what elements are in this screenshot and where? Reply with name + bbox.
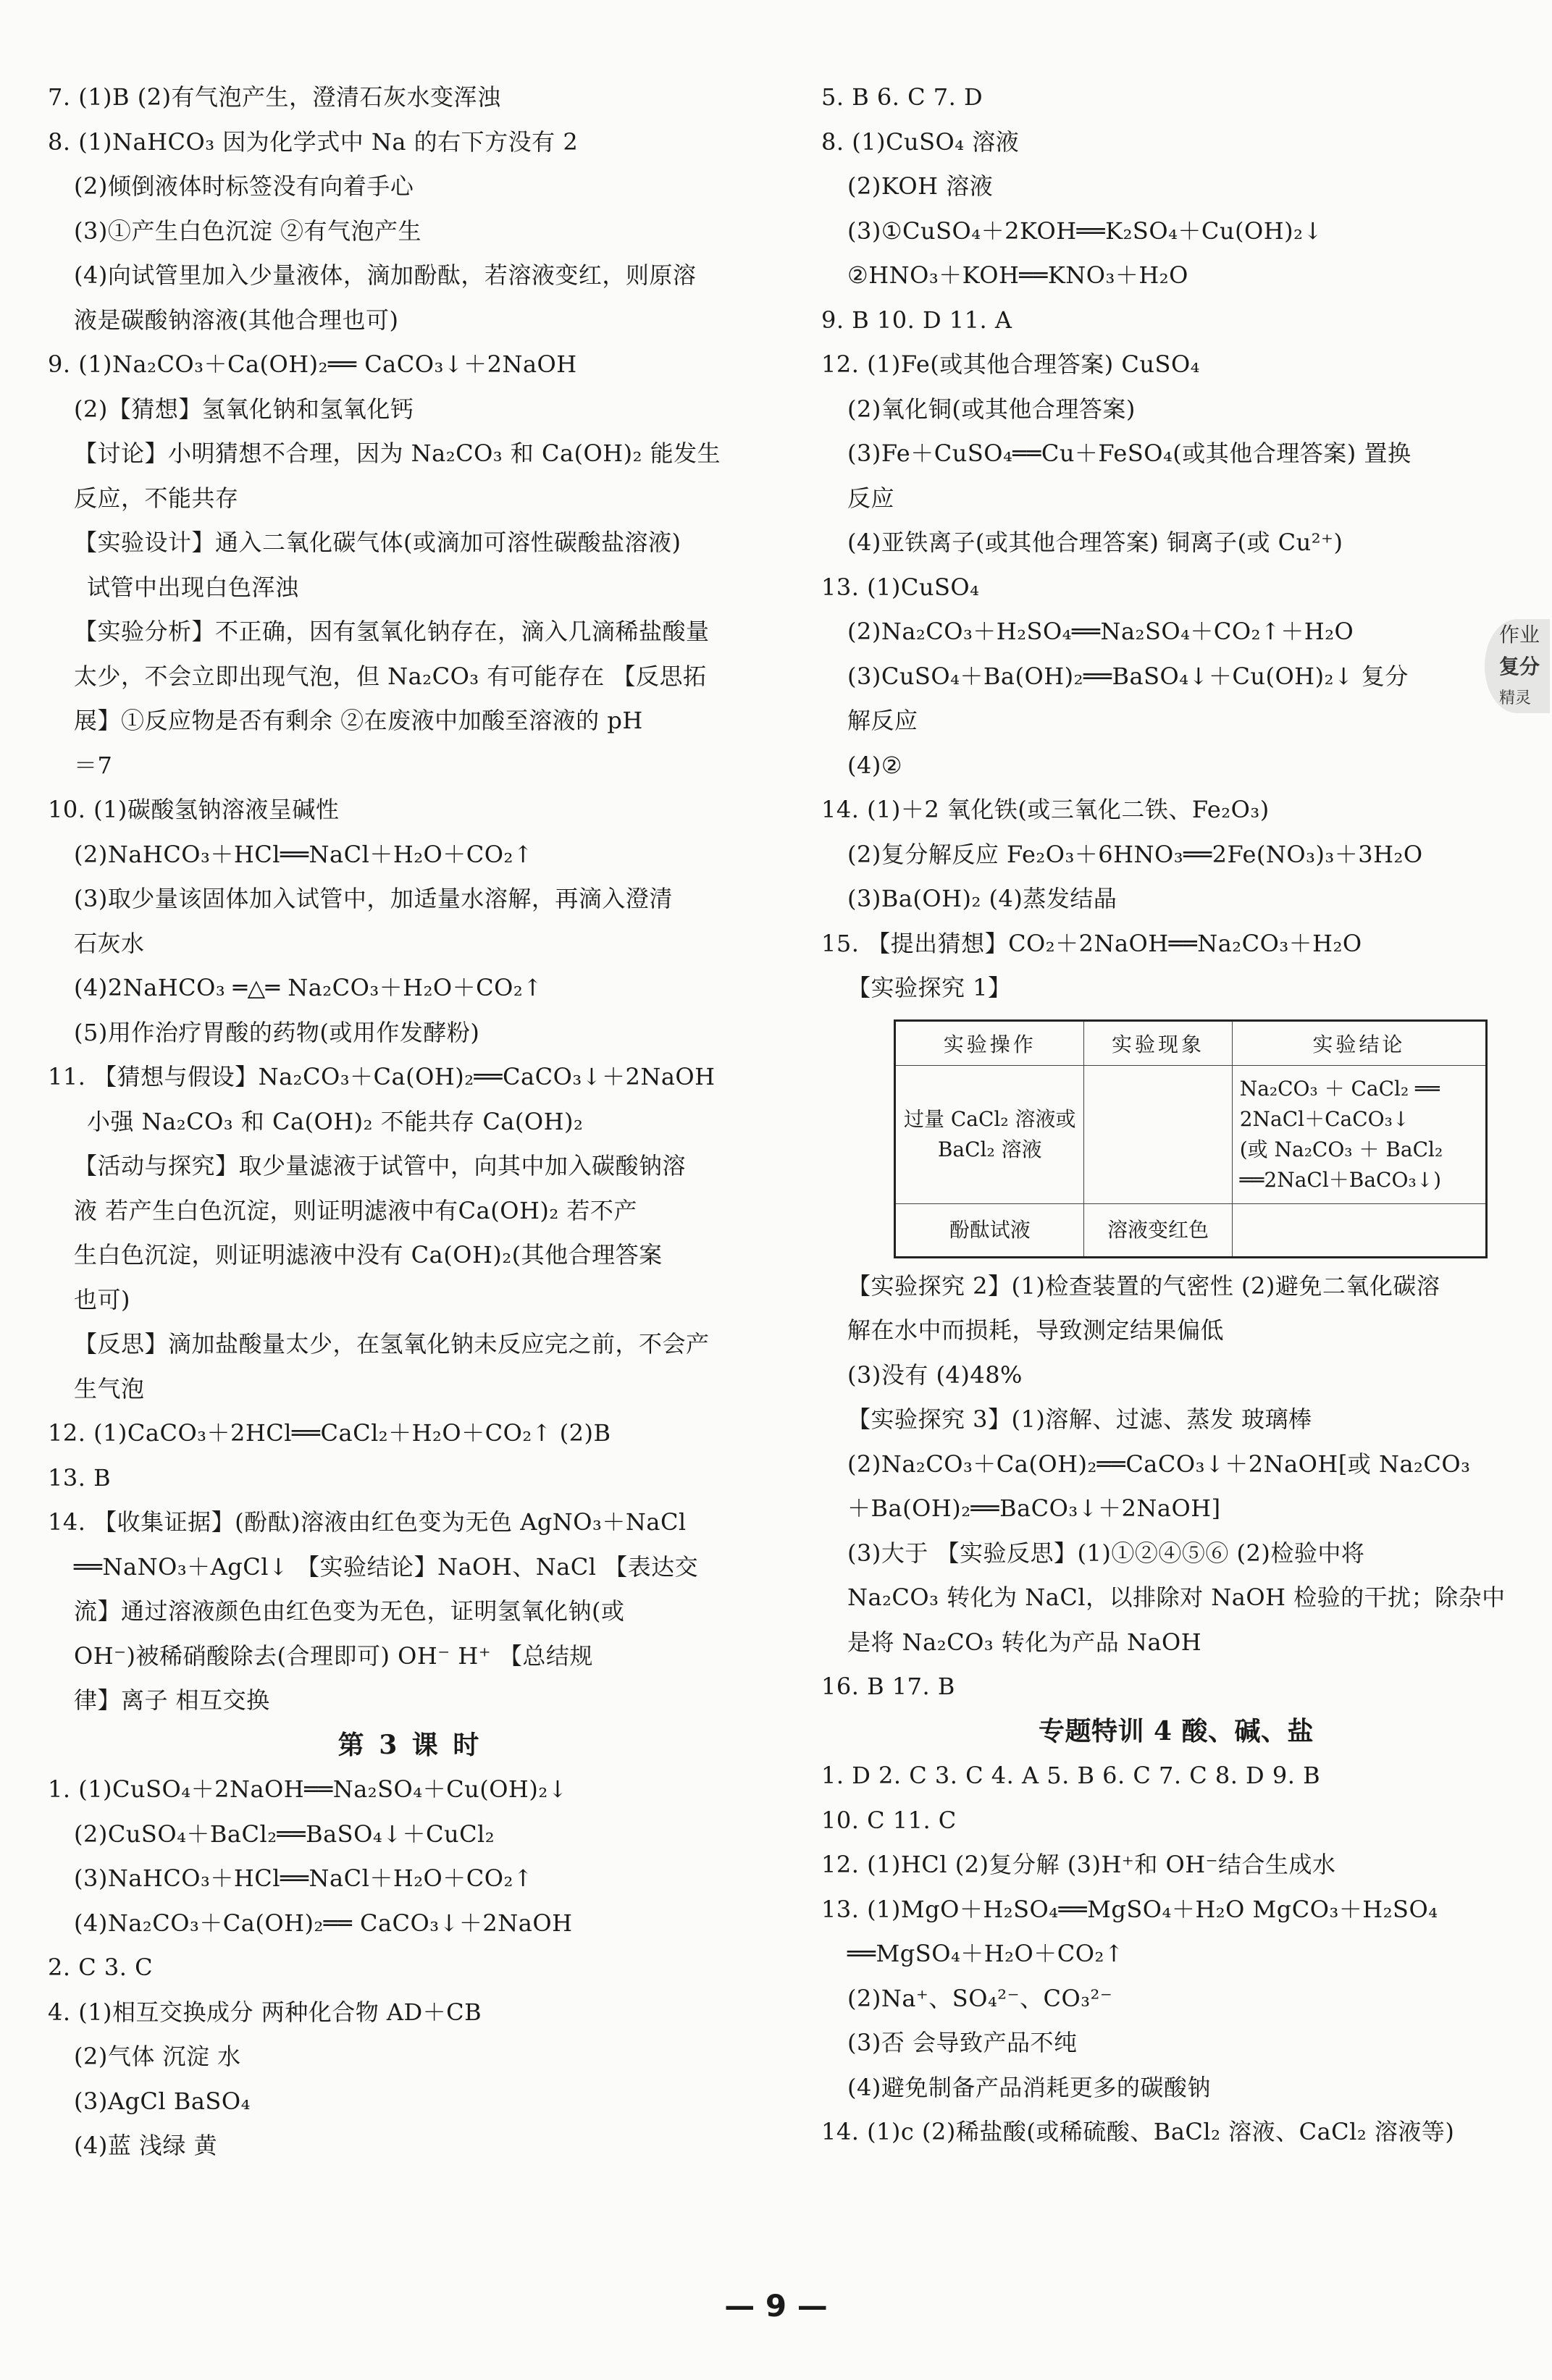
answer-line: 1. D 2. C 3. C 4. A 5. B 6. C 7. C 8. D 9. B: [821, 1762, 1321, 1789]
answer-line: (3)没有 (4)48%: [847, 1361, 1023, 1389]
conclusion-line: 2NaCl＋CaCO₃↓: [1239, 1106, 1410, 1131]
table-header: 实验操作: [895, 1020, 1084, 1065]
answer-line: 10. (1)碳酸氢钠溶液呈碱性: [48, 796, 340, 823]
answer-line: (4)②: [847, 751, 903, 779]
answer-line: 9. B 10. D 11. A: [821, 306, 1012, 334]
answer-line: 11. 【猜想与假设】Na₂CO₃＋Ca(OH)₂══CaCO₃↓＋2NaOH: [48, 1063, 716, 1090]
table-header-row: [895, 1020, 1487, 1065]
answer-line: 试管中出现白色浑浊: [87, 573, 299, 601]
badge-text: 作业: [1499, 623, 1540, 647]
answer-line: ══NaNO₃＋AgCl↓ 【实验结论】NaOH、NaCl 【表达交: [74, 1552, 699, 1581]
answer-line: ══MgSO₄＋H₂O＋CO₂↑: [847, 1940, 1125, 1967]
table-row: [895, 1065, 1487, 1203]
answer-line: 2. C 3. C: [48, 1954, 154, 1981]
answer-line: ＝7: [74, 751, 113, 779]
answer-line: (3)Fe＋CuSO₄══Cu＋FeSO₄(或其他合理答案) 置换: [847, 440, 1412, 467]
answer-line: OH⁻)被稀硝酸除去(合理即可) OH⁻ H⁺ 【总结规: [74, 1641, 593, 1670]
answer-line: (2)Na⁺、SO₄²⁻、CO₃²⁻: [847, 1984, 1113, 2012]
answer-line: 专题特训 4 酸、碱、盐: [1038, 1715, 1314, 1746]
table-header: 实验现象: [1084, 1020, 1232, 1065]
answer-line: 律】离子 相互交换: [74, 1686, 270, 1714]
answer-line: 14. (1)＋2 氧化铁(或三氧化二铁、Fe₂O₃): [821, 796, 1270, 823]
left-column: [48, 75, 772, 2169]
answer-line: 12. (1)HCl (2)复分解 (3)H⁺和 OH⁻结合生成水: [821, 1851, 1336, 1878]
answer-line: (5)用作治疗胃酸的药物(或用作发酵粉): [74, 1018, 480, 1046]
table-cell: 酚酞试液: [895, 1203, 1084, 1257]
answer-line: (2)【猜想】氢氧化钠和氢氧化钙: [74, 395, 414, 423]
table-cell: 过量 CaCl₂ 溶液或 BaCl₂ 溶液: [895, 1065, 1084, 1203]
answer-line: (3)NaHCO₃＋HCl══NaCl＋H₂O＋CO₂↑: [74, 1864, 534, 1892]
conclusion-line: ══2NaCl＋BaCO₃↓): [1239, 1167, 1442, 1192]
answer-line: 12. (1)Fe(或其他合理答案) CuSO₄: [821, 350, 1201, 378]
conclusion-line: Na₂CO₃ ＋ CaCl₂ ══: [1239, 1076, 1440, 1101]
answer-line: ＋Ba(OH)₂══BaCO₃↓＋2NaOH]: [847, 1494, 1221, 1522]
answer-line: 9. (1)Na₂CO₃＋Ca(OH)₂══ CaCO₃↓＋2NaOH: [48, 350, 577, 378]
answer-line: 第 3 课 时: [337, 1729, 482, 1760]
table-header: 实验结论: [1232, 1020, 1486, 1065]
answer-line: (4)亚铁离子(或其他合理答案) 铜离子(或 Cu²⁺): [847, 529, 1343, 556]
answer-line: 12. (1)CaCO₃＋2HCl══CaCl₂＋H₂O＋CO₂↑ (2)B: [48, 1419, 611, 1447]
answer-line: (3)取少量该固体加入试管中，加适量水溶解，再滴入澄清: [74, 885, 673, 912]
answer-line: 小强 Na₂CO₃ 和 Ca(OH)₂ 不能共存 Ca(OH)₂: [87, 1107, 584, 1135]
answer-line: 太少，不会立即出现气泡，但 Na₂CO₃ 有可能存在 【反思拓: [74, 662, 707, 690]
answer-line: 也可): [74, 1285, 130, 1313]
table-cell: [1232, 1065, 1486, 1203]
answer-line: 【实验探究 2】(1)检查装置的气密性 (2)避免二氧化碳溶: [847, 1271, 1440, 1300]
answer-line: 1. (1)CuSO₄＋2NaOH══Na₂SO₄＋Cu(OH)₂↓: [48, 1775, 568, 1803]
answer-line: (2)Na₂CO₃＋H₂SO₄══Na₂SO₄＋CO₂↑＋H₂O: [847, 618, 1354, 645]
badge-text: 复分: [1499, 655, 1540, 678]
answer-line: (2)氧化铜(或其他合理答案): [847, 395, 1136, 423]
right-bottom-lines: [821, 1264, 1531, 2155]
answer-line: 13. (1)CuSO₄: [821, 573, 980, 601]
answer-line: 展】①反应物是否有剩余 ②在废液中加酸至溶液的 pH: [74, 707, 643, 734]
answer-line: (2)气体 沉淀 水: [74, 2043, 241, 2070]
answer-line: (4)Na₂CO₃＋Ca(OH)₂══ CaCO₃↓＋2NaOH: [74, 1909, 573, 1937]
answer-line: 【实验探究 3】(1)溶解、过滤、蒸发 玻璃棒: [847, 1405, 1312, 1433]
watermark-badge: [1485, 619, 1550, 713]
answer-line: 解在水中而损耗，导致测定结果偏低: [847, 1316, 1225, 1344]
answer-line: (2)CuSO₄＋BaCl₂══BaSO₄↓＋CuCl₂: [74, 1820, 495, 1848]
answer-line: 【讨论】小明猜想不合理，因为 Na₂CO₃ 和 Ca(OH)₂ 能发生: [74, 440, 721, 467]
answer-line: (2)KOH 溶液: [847, 172, 994, 200]
answer-line: (2)NaHCO₃＋HCl══NaCl＋H₂O＋CO₂↑: [74, 840, 534, 868]
answer-line: (3)AgCl BaSO₄: [74, 2087, 251, 2115]
answer-line: 14. 【收集证据】(酚酞)溶液由红色变为无色 AgNO₃＋NaCl: [48, 1508, 687, 1536]
page-number: — 9 —: [724, 2288, 828, 2324]
answer-line: 【实验探究 1】: [847, 974, 1012, 1001]
answer-line: 8. (1)CuSO₄ 溶液: [821, 127, 1020, 156]
answer-line: 液 若产生白色沉淀，则证明滤液中有Ca(OH)₂ 若不产: [74, 1196, 637, 1224]
answer-line: 石灰水: [74, 929, 145, 957]
answer-line: (2)倾倒液体时标签没有向着手心: [74, 172, 414, 200]
answer-line: (4)2NaHCO₃ ═△═ Na₂CO₃＋H₂O＋CO₂↑: [74, 974, 543, 1001]
answer-line: (3)Ba(OH)₂ (4)蒸发结晶: [847, 885, 1117, 912]
answer-line: (3)CuSO₄＋Ba(OH)₂══BaSO₄↓＋Cu(OH)₂↓ 复分: [847, 662, 1409, 690]
answer-line: 【活动与探究】取少量滤液于试管中，向其中加入碳酸钠溶: [74, 1152, 687, 1180]
answer-line: 16. B 17. B: [821, 1673, 955, 1700]
answer-line: 液是碳酸钠溶液(其他合理也可): [74, 306, 399, 334]
right-top-lines: [821, 75, 1531, 1011]
answer-line: 【实验设计】通入二氧化碳气体(或滴加可溶性碳酸盐溶液): [74, 529, 681, 556]
answer-line: 是将 Na₂CO₃ 转化为产品 NaOH: [847, 1628, 1202, 1656]
answer-line: 5. B 6. C 7. D: [821, 83, 983, 111]
badge-text: 精灵: [1499, 689, 1532, 707]
answer-line: (4)避免制备产品消耗更多的碳酸钠: [847, 2073, 1211, 2101]
answer-line: 生气泡: [74, 1374, 145, 1403]
answer-line: 13. (1)MgO＋H₂SO₄══MgSO₄＋H₂O MgCO₃＋H₂SO₄: [821, 1895, 1438, 1923]
answer-line: 8. (1)NaHCO₃ 因为化学式中 Na 的右下方没有 2: [48, 127, 579, 156]
answer-line: (3)①产生白色沉淀 ②有气泡产生: [74, 216, 422, 245]
table-cell: 溶液变红色: [1084, 1203, 1232, 1257]
experiment-table: [894, 1019, 1488, 1258]
answer-line: 反应，不能共存: [74, 484, 239, 512]
answer-line: (4)向试管里加入少量液体，滴加酚酞，若溶液变红，则原溶: [74, 261, 697, 289]
answer-line: (3)大于 【实验反思】(1)①②④⑤⑥ (2)检验中将: [847, 1539, 1365, 1567]
conclusion-line: (或 Na₂CO₃ ＋ BaCl₂: [1239, 1137, 1443, 1161]
answer-line: 【反思】滴加盐酸量太少，在氢氧化钠未反应完之前，不会产: [74, 1330, 710, 1358]
table-row: [895, 1203, 1487, 1257]
answer-line: 反应: [847, 484, 895, 512]
answer-line: (2)Na₂CO₃＋Ca(OH)₂══CaCO₃↓＋2NaOH[或 Na₂CO₃: [847, 1450, 1471, 1478]
answer-line: (4)蓝 浅绿 黄: [74, 2132, 218, 2159]
answer-line: 生白色沉淀，则证明滤液中没有 Ca(OH)₂(其他合理答案: [74, 1241, 663, 1269]
answer-line: ②HNO₃＋KOH══KNO₃＋H₂O: [847, 261, 1188, 289]
answer-line: (3)①CuSO₄＋2KOH══K₂SO₄＋Cu(OH)₂↓: [847, 216, 1323, 245]
right-column: [821, 75, 1531, 2155]
answer-line: Na₂CO₃ 转化为 NaCl，以排除对 NaOH 检验的干扰；除杂中: [847, 1584, 1506, 1611]
answer-line: (3)否 会导致产品不纯: [847, 2029, 1078, 2056]
answer-line: (2)复分解反应 Fe₂O₃＋6HNO₃══2Fe(NO₃)₃＋3H₂O: [847, 840, 1423, 868]
answer-line: 10. C 11. C: [821, 1806, 957, 1834]
answer-line: 4. (1)相互交换成分 两种化合物 AD＋CB: [48, 1998, 482, 2026]
answer-line: 解反应: [847, 707, 918, 734]
table-cell: [1084, 1065, 1232, 1203]
answer-line: 14. (1)c (2)稀盐酸(或稀硫酸、BaCl₂ 溶液、CaCl₂ 溶液等): [821, 2118, 1455, 2145]
answer-line: 15. 【提出猜想】CO₂＋2NaOH══Na₂CO₃＋H₂O: [821, 929, 1362, 957]
answer-line: 【实验分析】不正确，因有氢氧化钠存在，滴入几滴稀盐酸量: [74, 618, 710, 645]
table-cell: [1232, 1203, 1486, 1257]
answer-line: 7. (1)B (2)有气泡产生，澄清石灰水变浑浊: [48, 83, 501, 111]
answer-line: 13. B: [48, 1463, 112, 1492]
answer-line: 流】通过溶液颜色由红色变为无色，证明氢氧化钠(或: [74, 1597, 625, 1625]
